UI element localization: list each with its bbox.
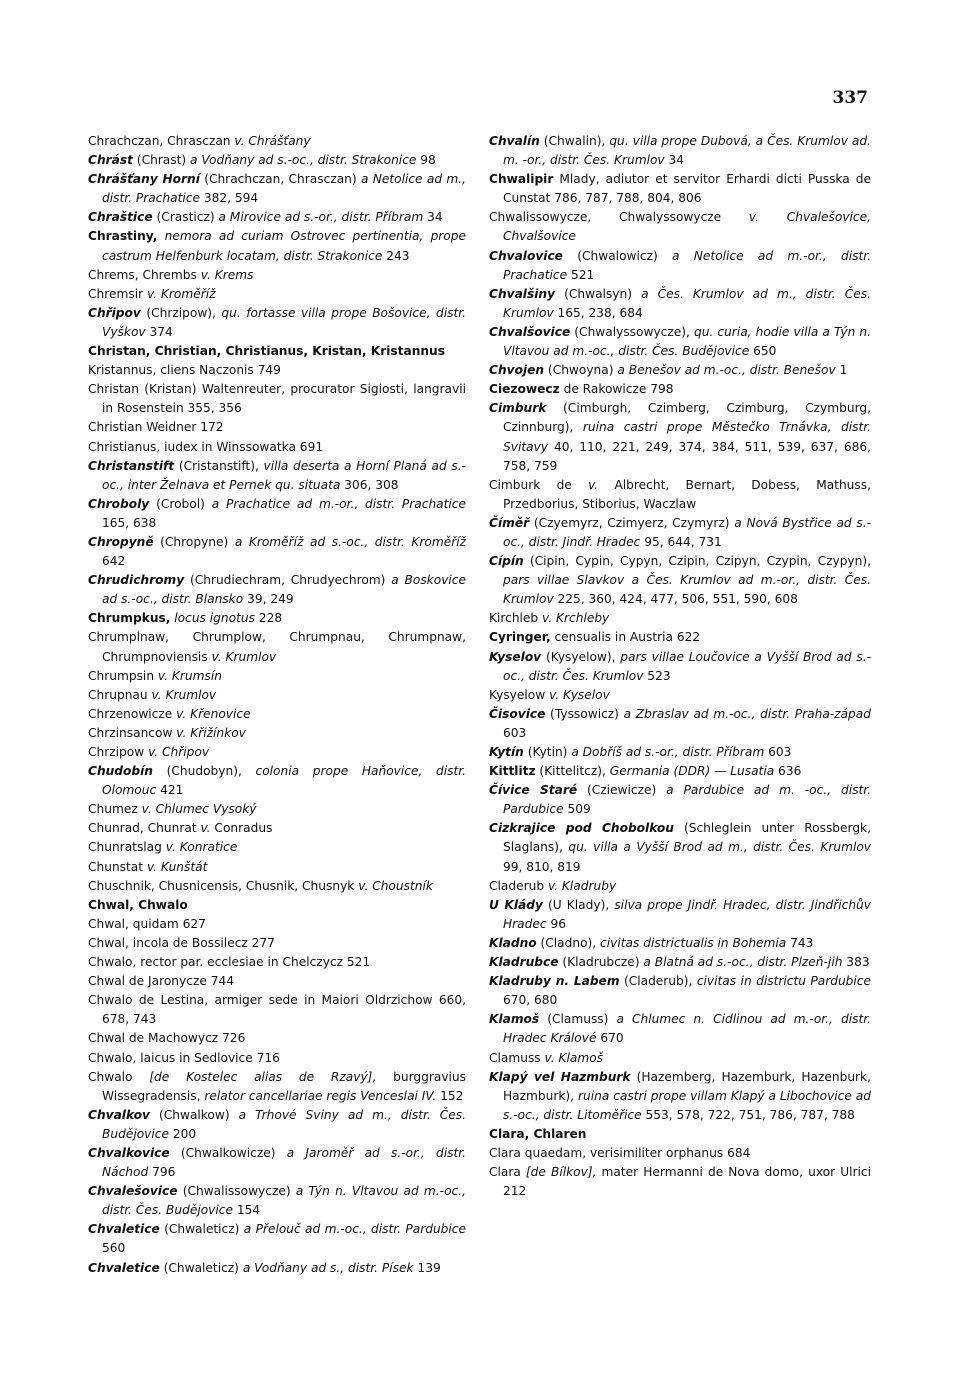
entry-place-headword: Cípín	[489, 554, 524, 569]
entry-headword: Cyringer,	[489, 630, 551, 645]
entry-italic-text: [de Kostelec alias de Rzavý],	[149, 1069, 377, 1084]
index-entry: Chřipov (Chrzipow), qu. fortasse villa prope Bošovice, distr. Vyškov 374	[88, 305, 466, 339]
entry-italic-text: a Chlumec n. Cidlinou ad m.-or., distr. Hradec Králové	[503, 1012, 871, 1046]
index-entry: Čisovice (Tyssowicz) a Zbraslav ad m.-oc., distr. Praha-západ 603	[489, 706, 871, 740]
entry-headword: Chwal, Chwalo	[88, 897, 188, 912]
index-entry: Chwalo [de Kostelec alias de Rzavý], burggravius Wissegradensis, relator cancellariae regis Venceslai IV. 152	[88, 1069, 466, 1103]
index-entry: Chwal de Jaronycze 744	[88, 974, 234, 989]
index-entry: Chrumplnaw, Chrumplow, Chrumpnau, Chrumpnaw, Chrumpnoviensis v. Krumlov	[88, 630, 466, 664]
entry-place-headword: Chřipov	[88, 305, 141, 320]
index-entry: Chrachczan, Chrasczan v. Chrášťany	[88, 134, 311, 148]
index-entry: U Klády (U Klady), silva prope Jindř. Hradec, distr. Jindřichův Hradec 96	[489, 897, 871, 931]
entry-italic-text: a Boskovice ad s.-oc., distr. Blansko	[102, 573, 466, 607]
entry-place-headword: Chvaletice	[88, 1260, 160, 1275]
index-entry: Klapý vel Hazmburk (Hazemberg, Hazemburk, Hazenburk, Hazmburk), ruina castri prope villam Klapý a Libochovice ad s.-oc., distr. Litoměřice 553, 578, 722, 751, 786, 787, 788	[489, 1069, 871, 1122]
entry-italic-text: ruina castri prope Městečko Trnávka, distr. Svitavy	[503, 420, 871, 454]
entry-italic-text: relator cancellariae regis Venceslai IV.	[204, 1088, 437, 1103]
index-entry: Chwalo, laicus in Sedlovice 716	[88, 1050, 280, 1065]
entry-italic-text: v. Krumlov	[211, 649, 277, 664]
entry-italic-text: qu. fortasse villa prope Bošovice, distr. Vyškov	[102, 305, 466, 339]
index-entry: Chwalissowycze, Chwalyssowycze v. Chvalešovice, Chvalšovice	[489, 210, 871, 244]
index-entry: Kristannus, cliens Naczonis 749	[88, 363, 281, 378]
entry-italic-text: pars villae Slavkov a Čes. Krumlov ad m.-or., distr. Čes. Krumlov	[503, 573, 871, 607]
entry-italic-text: v. Krumsín	[157, 668, 222, 683]
entry-italic-text: v. Chrášťany	[234, 134, 311, 148]
entry-italic-text: v. Krems	[200, 267, 254, 282]
entry-place-headword: Chvojen	[489, 363, 545, 378]
entry-italic-text: qu. villa a Vyšší Brod ad m., distr. Čes. Krumlov	[568, 840, 871, 855]
index-entry: Cizkrajice pod Chobolkou (Schleglein unter Rossbergk, Slaglans), qu. villa a Vyšší Brod ad m., distr. Čes. Krumlov 99, 810, 819	[489, 821, 871, 874]
index-entry: Christanstift (Cristanstift), villa deserta a Horní Planá ad s.-oc., inter Želnava et Pernek qu. situata 306, 308	[88, 458, 467, 492]
index-entry: Chudobín (Chudobyn), colonia prope Haňovice, distr. Olomouc 421	[88, 764, 466, 798]
index-entry	[88, 342, 466, 361]
entry-italic-text: ruina castri prope villam Klapý a Libochovice ad s.-oc., distr. Litoměřice	[503, 1088, 871, 1122]
index-entry: Chunstat v. Kunštát	[88, 859, 208, 874]
entry-headword: Ciezowecz	[489, 382, 560, 397]
entry-italic-text: v. Krchleby	[542, 611, 610, 626]
index-entry: Christian Weidner 172	[88, 420, 224, 435]
entry-italic-text: a Blatná ad s.-oc., distr. Plzeň-jih	[643, 955, 843, 970]
index-entry: Chvalešovice (Chwalissowycze) a Týn n. Vltavou ad m.-oc., distr. Čes. Budějovice 154	[88, 1184, 466, 1218]
entry-place-headword: Kladrubce	[489, 955, 559, 970]
index-entry: Chrzipow v. Chřipov	[88, 745, 210, 759]
entry-italic-text: a Jaroměř ad s.-or., distr. Náchod	[102, 1145, 467, 1180]
index-entry: Chrzenowicze v. Křenovice	[88, 706, 251, 721]
entry-italic-text: civitas districtualis in Bohemia	[600, 935, 787, 950]
index-entry: Chwalo, rector par. ecclesiae in Chelczycz 521	[88, 955, 371, 970]
entry-place-headword: Chrášťany Horní	[88, 172, 200, 187]
entry-place-headword: Čívice Staré	[489, 783, 578, 798]
entry-place-headword: Christanstift	[88, 458, 175, 473]
entry-place-headword: Chudobín	[88, 764, 153, 779]
entry-italic-text: a Netolice ad m.-or., distr. Prachatice	[503, 248, 871, 282]
entry-italic-text: a Prachatice ad m.-or., distr. Prachatice	[211, 496, 466, 511]
index-entry: Kytín (Kytin) a Dobříš ad s.-or., distr. Příbram 603	[489, 745, 792, 759]
entry-italic-text: a Netolice ad m., distr. Prachatice	[102, 172, 466, 206]
entry-place-headword: Chraštice	[88, 210, 153, 225]
index-entry: Chvojen (Chwoyna) a Benešov ad m.-oc., distr. Benešov 1	[489, 363, 848, 378]
index-entry: Chunrad, Chunrat v. Conradus	[88, 821, 273, 836]
entry-italic-text: v. Křižínkov	[176, 725, 246, 740]
entry-italic-text: a Kroměříž ad s.-oc., distr. Kroměříž	[234, 534, 466, 549]
index-entry: Chvalín (Chwalin), qu. villa prope Dubová, a Čes. Krumlov ad. m. -or., distr. Čes. Krumlov 34	[489, 134, 871, 168]
index-entry: Christan (Kristan) Waltenreuter, procurator Sigiosti, langravii in Rosenstein 355, 356	[88, 382, 466, 416]
entry-italic-text: [de Bílkov],	[525, 1165, 597, 1180]
index-entry: Clamuss v. Klamoš	[489, 1050, 604, 1065]
index-entry: Chrumpkus, locus ignotus 228	[88, 611, 283, 626]
entry-place-headword: Kladno	[489, 935, 537, 950]
index-entry: Chuschnik, Chusnicensis, Chusnik, Chusnyk v. Choustník	[88, 878, 433, 893]
entry-place-headword: Kladruby n. Labem	[489, 974, 620, 989]
index-entry: Kittlitz (Kittelitcz), Germania (DDR) — Lusatia 636	[489, 764, 802, 779]
entry-italic-text: v. Choustník	[358, 878, 433, 893]
entry-place-headword: Chroboly	[88, 496, 150, 511]
entry-italic-text: qu. villa prope Dubová, a Čes. Krumlov ad. m. -or., distr. Čes. Krumlov	[503, 134, 871, 168]
index-entry: Chvalšovice (Chwalyssowycze), qu. curia, hodie villa a Týn n. Vltavou ad m.-oc., distr. Čes. Budějovice 650	[489, 324, 871, 359]
entry-place-headword: Číměř	[489, 515, 530, 530]
index-entry: Chrášťany Horní (Chrachczan, Chrasczan) a Netolice ad m., distr. Prachatice 382, 594	[88, 172, 466, 206]
entry-italic-text: v. Krumlov	[151, 687, 217, 702]
index-entry: Chrupnau v. Krumlov	[88, 687, 217, 702]
entry-italic-text: silva prope Jindř. Hradec, distr. Jindřichův Hradec	[503, 897, 871, 931]
entry-place-headword: Klamoš	[489, 1012, 540, 1027]
entry-italic-text: v. Kladruby	[547, 878, 617, 893]
index-entry: Chvaletice (Chwaleticz) a Vodňany ad s., distr. Písek 139	[88, 1260, 441, 1275]
index-entry	[88, 896, 466, 915]
entry-place-headword: Chrudichromy	[88, 573, 185, 588]
index-entry: Claderub v. Kladruby	[489, 878, 617, 893]
entry-place-headword: Kyselov	[489, 649, 542, 664]
index-entry: Číměř (Czyemyrz, Czimyerz, Czymyrz) a Nová Bystřice ad s.-oc., distr. Jindř. Hradec 95, 644, 731	[489, 515, 871, 549]
entry-italic-text: v. Klamoš	[544, 1050, 604, 1065]
entry-italic-text: v. Chřipov	[148, 745, 210, 759]
entry-italic-text: v.	[588, 477, 599, 492]
entry-italic-text: v. Kunštát	[146, 859, 208, 874]
entry-italic-text: v. Konratice	[165, 840, 238, 855]
entry-headword: Chrumpkus,	[88, 611, 171, 626]
index-entry: Chunratslag v. Konratice	[88, 840, 238, 855]
entry-italic-text: civitas in districtu Pardubice	[696, 974, 871, 989]
index-entry: Chrudichromy (Chrudiechram, Chrudyechrom) a Boskovice ad s.-oc., distr. Blansko 39, 249	[88, 573, 466, 607]
entry-italic-text: a Vodňany ad s., distr. Písek	[242, 1260, 414, 1275]
index-entry: Chvalovice (Chwalowicz) a Netolice ad m.-or., distr. Prachatice 521	[489, 248, 871, 282]
entry-italic-text: a Benešov ad m.-oc., distr. Benešov	[617, 363, 836, 378]
entry-place-headword: Chrást	[88, 153, 133, 168]
index-entry: Clara quaedam, verisimiliter orphanus 684	[489, 1145, 751, 1160]
entry-italic-text: a Vodňany ad s.-oc., distr. Strakonice	[190, 153, 417, 168]
entry-place-headword: U Klády	[489, 897, 543, 912]
entry-italic-text: a Čes. Krumlov ad m., distr. Čes. Krumlov	[503, 286, 871, 320]
entry-place-headword: Chvaletice	[88, 1222, 160, 1237]
index-entry: Kysyelow v. Kyselov	[489, 687, 610, 702]
index-entry: Cípín (Cipin, Cypin, Cypyn, Czipin, Czipyn, Czypin, Czypyn), pars villae Slavkov a Čes. Krumlov ad m.-or., distr. Čes. Krumlov 225, 360, 424, 477, 506, 551, 590, 608	[489, 554, 871, 607]
index-entry: Kladrubce (Kladrubcze) a Blatná ad s.-oc., distr. Plzeň-jih 383	[489, 955, 870, 970]
entry-italic-text: v. Kyselov	[549, 687, 610, 702]
entry-place-headword: Chropyně	[88, 534, 154, 549]
index-entry: Chrastiny, nemora ad curiam Ostrovec pertinentia, prope castrum Helfenburk locatam, distr. Strakonice 243	[88, 229, 467, 263]
index-entry: Chwalo de Lestina, armiger sede in Maiori Oldrzichow 660, 678, 743	[88, 993, 466, 1027]
entry-italic-text: nemora ad curiam Ostrovec pertinentia, prope castrum Helfenburk locatam, distr. Strakonice	[102, 229, 467, 263]
index-entry: Čívice Staré (Cziewicze) a Pardubice ad m. -oc., distr. Pardubice 509	[489, 783, 871, 817]
entry-place-headword: Klapý vel Hazmburk	[489, 1069, 631, 1084]
index-entry: Chumez v. Chlumec Vysoký	[88, 802, 257, 817]
entry-italic-text: v. Chvalešovice, Chvalšovice	[503, 210, 871, 244]
entry-headword: Kittlitz	[489, 764, 536, 779]
index-entry: Chraštice (Crasticz) a Mirovice ad s.-or., distr. Příbram 34	[88, 210, 443, 225]
index-entry: Chroboly (Crobol) a Prachatice ad m.-or., distr. Prachatice 165, 638	[88, 496, 466, 530]
entry-italic-text: a Přelouč ad m.-oc., distr. Pardubice	[243, 1222, 466, 1237]
index-entry: Ciezowecz de Rakowicze 798	[489, 382, 674, 397]
entry-place-headword: Čisovice	[489, 706, 546, 721]
entry-italic-text: a Pardubice ad m. -oc., distr. Pardubice	[503, 783, 871, 817]
entry-italic-text: qu. curia, hodie villa a Týn n. Vltavou ad m.-oc., distr. Čes. Budějovice	[503, 324, 871, 359]
right-column	[489, 132, 871, 1201]
entry-italic-text: a Nová Bystřice ad s.-oc., distr. Jindř. Hradec	[503, 515, 871, 549]
index-entry: Kladno (Cladno), civitas districtualis in Bohemia 743	[489, 935, 814, 950]
entry-italic-text: v. Kroměříž	[146, 286, 216, 301]
entry-italic-text: v.	[200, 821, 211, 836]
index-entry: Chwal de Machowycz 726	[88, 1031, 246, 1046]
index-entry: Chvalšiny (Chwalsyn) a Čes. Krumlov ad m., distr. Čes. Krumlov 165, 238, 684	[489, 286, 871, 320]
entry-italic-text: a Trhové Sviny ad m., distr. Čes. Budějovice	[102, 1107, 466, 1141]
entry-place-headword: Cizkrajice pod Chobolkou	[489, 821, 674, 836]
entry-place-headword: Cimburk	[489, 401, 547, 416]
entry-italic-text: a Mirovice ad s.-or., distr. Příbram	[218, 210, 424, 225]
entry-italic-text: a Týn n. Vltavou ad m.-oc., distr. Čes. Budějovice	[102, 1184, 466, 1218]
index-entry: Christianus, iudex in Winssowatka 691	[88, 439, 324, 454]
index-entry: Chrems, Chrembs v. Krems	[88, 267, 254, 282]
index-entry: Kyselov (Kysyelow), pars villae Loučovice a Vyšší Brod ad s.-oc., distr. Čes. Krumlov 523	[489, 649, 871, 683]
index-entry: Chrást (Chrast) a Vodňany ad s.-oc., distr. Strakonice 98	[88, 153, 436, 168]
index-entry: Chvaletice (Chwaleticz) a Přelouč ad m.-oc., distr. Pardubice 560	[88, 1222, 466, 1256]
index-entry: Chwal, incola de Bossilecz 277	[88, 935, 275, 950]
index-entry: Chwalipir Mlady, adiutor et servitor Erhardi dicti Pusska de Cunstat 786, 787, 788, 804, 806	[489, 172, 871, 206]
entry-place-headword: Chvalšiny	[489, 286, 556, 301]
index-entry: Cyringer, censualis in Austria 622	[489, 630, 701, 645]
index-entry: Kirchleb v. Krchleby	[489, 611, 610, 626]
entry-italic-text: pars villae Loučovice a Vyšší Brod ad s.-oc., distr. Čes. Krumlov	[503, 649, 871, 683]
index-entry: Chrzinsancow v. Křižínkov	[88, 725, 246, 740]
entry-place-headword: Chvalšovice	[489, 324, 571, 339]
index-entry: Chvalkovice (Chwalkowicze) a Jaroměř ad s.-or., distr. Náchod 796	[88, 1145, 467, 1180]
entry-headword: Christan, Christian, Christianus, Kristan, Kristannus	[88, 344, 445, 359]
entry-italic-text: a Dobříš ad s.-or., distr. Příbram	[571, 745, 765, 759]
entry-italic-text: colonia prope Haňovice, distr. Olomouc	[102, 764, 466, 798]
index-entry: Cimburk de v. Albrecht, Bernart, Dobess, Mathuss, Przedborius, Stiborius, Waczlaw	[489, 477, 871, 511]
index-entry	[489, 1125, 871, 1144]
index-entry: Chropyně (Chropyne) a Kroměříž ad s.-oc., distr. Kroměříž 642	[88, 534, 466, 569]
entry-place-headword: Kytín	[489, 745, 524, 759]
entry-headword: Chwalipir	[489, 172, 554, 187]
entry-place-headword: Chvalín	[489, 134, 540, 148]
index-entry: Chremsir v. Kroměříž	[88, 286, 216, 301]
entry-place-headword: Chvalkov	[88, 1107, 150, 1122]
index-entry: Klamoš (Clamuss) a Chlumec n. Cidlinou ad m.-or., distr. Hradec Králové 670	[489, 1012, 871, 1046]
entry-italic-text: v. Křenovice	[176, 706, 251, 721]
index-entry: Clara [de Bílkov], mater Hermanni de Nova domo, uxor Ulrici 212	[489, 1165, 871, 1199]
entry-headword: Chrastiny,	[88, 229, 158, 244]
entry-italic-text: locus ignotus	[174, 611, 255, 626]
entry-headword: Clara, Chlaren	[489, 1126, 587, 1141]
entry-place-headword: Chvalešovice	[88, 1184, 178, 1199]
entry-italic-text: v. Chlumec Vysoký	[141, 802, 257, 817]
entry-place-headword: Chvalovice	[489, 248, 563, 263]
index-entry: Kladruby n. Labem (Claderub), civitas in districtu Pardubice 670, 680	[489, 974, 871, 1008]
index-entry: Chwal, quidam 627	[88, 916, 206, 931]
index-entry: Chrumpsin v. Krumsín	[88, 668, 222, 683]
left-column	[88, 132, 466, 1278]
entry-italic-text: villa deserta a Horní Planá ad s.-oc., inter Želnava et Pernek qu. situata	[102, 458, 467, 492]
entry-italic-text: a Zbraslav ad m.-oc., distr. Praha-západ	[623, 706, 871, 721]
index-entry: Chvalkov (Chwalkow) a Trhové Sviny ad m., distr. Čes. Budějovice 200	[88, 1107, 466, 1141]
page-number: 337	[832, 88, 868, 108]
entry-place-headword: Chvalkovice	[88, 1145, 170, 1160]
entry-italic-text: Germania (DDR) — Lusatia	[609, 764, 775, 779]
index-entry: Cimburk (Cimburgh, Czimberg, Czimburg, Czymburg, Czinnburg), ruina castri prope Městečko Trnávka, distr. Svitavy 40, 110, 221, 249, 374, 384, 511, 539, 637, 686, 758, 759	[489, 401, 871, 473]
